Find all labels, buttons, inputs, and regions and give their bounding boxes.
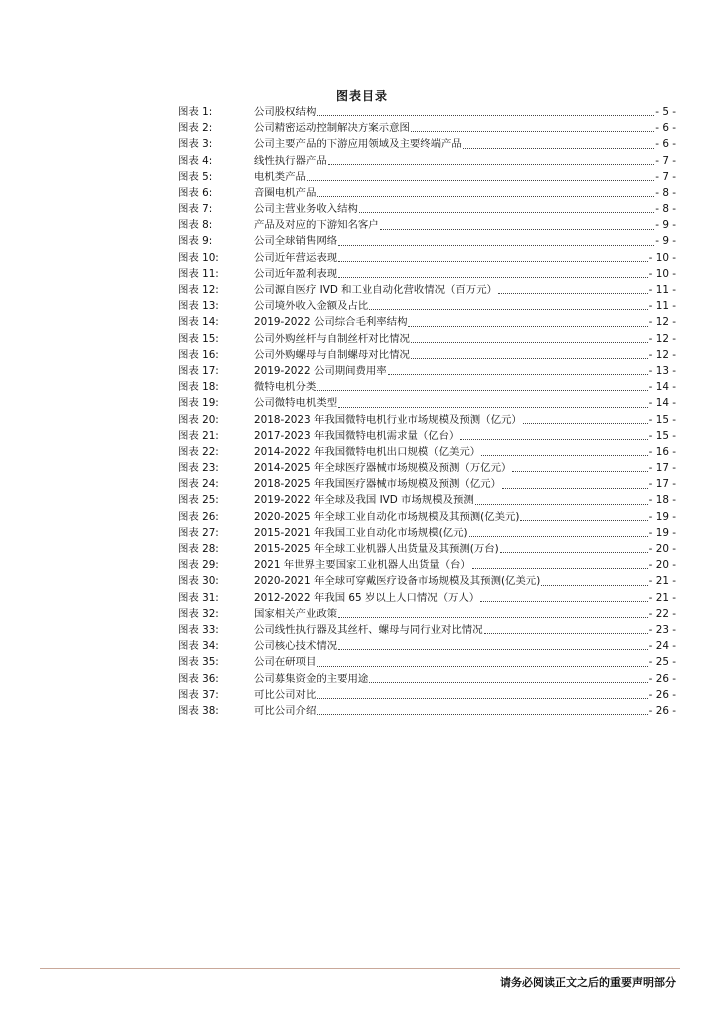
toc-entry-page: - 12 -	[648, 348, 676, 361]
toc-entry-page: - 9 -	[655, 235, 676, 248]
toc-dot-leader	[388, 374, 648, 375]
toc-dot-leader	[317, 698, 647, 699]
toc-entry-title: 公司全球销售网络	[254, 235, 338, 248]
toc-entry-page: - 26 -	[648, 704, 676, 717]
toc-entry-label: 图表 10:	[178, 251, 219, 264]
toc-entry-label: 图表 27:	[178, 526, 219, 539]
toc-entry[interactable]	[178, 282, 676, 298]
toc-entry-page: - 20 -	[648, 543, 676, 556]
toc-dot-leader	[369, 682, 647, 683]
toc-entry-page: - 23 -	[648, 623, 676, 636]
toc-entry[interactable]	[178, 638, 676, 654]
toc-dot-leader	[338, 261, 648, 262]
toc-entry-title: 2014-2025 年全球医疗器械市场规模及预测（万亿元）	[254, 462, 512, 475]
toc-dot-leader	[338, 649, 648, 650]
toc-dot-leader	[338, 245, 654, 246]
toc-entry[interactable]	[178, 460, 676, 476]
toc-entry-page: - 5 -	[655, 105, 676, 118]
toc-entry[interactable]	[178, 541, 676, 557]
toc-dot-leader	[480, 601, 647, 602]
toc-entry[interactable]	[178, 266, 676, 282]
toc-entry-title: 公司微特电机类型	[254, 397, 338, 410]
toc-entry-page: - 8 -	[655, 203, 676, 216]
toc-entry-title: 公司源自医疗 IVD 和工业自动化营收情况（百万元）	[254, 284, 497, 297]
toc-entry[interactable]	[178, 476, 676, 492]
toc-entry-label: 图表 26:	[178, 510, 219, 523]
toc-entry-page: - 20 -	[648, 559, 676, 572]
toc-entry-title: 音圈电机产品	[254, 186, 317, 199]
toc-entry-label: 图表 31:	[178, 591, 219, 604]
toc-dot-leader	[500, 552, 648, 553]
toc-dot-leader	[475, 504, 648, 505]
toc-entry-title: 公司募集资金的主要用途	[254, 672, 369, 685]
toc-dot-leader	[369, 309, 647, 310]
toc-entry[interactable]	[178, 250, 676, 266]
toc-entry-label: 图表 1:	[178, 105, 213, 118]
toc-entry-title: 公司近年营运表现	[254, 251, 338, 264]
toc-entry-page: - 7 -	[655, 170, 676, 183]
toc-entry[interactable]	[178, 606, 676, 622]
toc-entry-title: 2019-2022 公司期间费用率	[254, 364, 387, 377]
toc-entry-page: - 22 -	[648, 607, 676, 620]
toc-entry[interactable]	[178, 153, 676, 169]
toc-entry-label: 图表 36:	[178, 672, 219, 685]
toc-entry[interactable]	[178, 687, 676, 703]
toc-dot-leader	[338, 277, 648, 278]
toc-entry[interactable]	[178, 444, 676, 460]
toc-dot-leader	[307, 180, 654, 181]
toc-entry[interactable]	[178, 622, 676, 638]
toc-entry-page: - 16 -	[648, 445, 676, 458]
toc-entry-title: 2019-2022 年全球及我国 IVD 市场规模及预测	[254, 494, 474, 507]
toc-entry[interactable]	[178, 314, 676, 330]
toc-entry[interactable]	[178, 428, 676, 444]
toc-entry-title: 2017-2023 年我国微特电机需求量（亿台）	[254, 429, 460, 442]
toc-entry-page: - 12 -	[648, 316, 676, 329]
toc-entry[interactable]	[178, 703, 676, 719]
toc-dot-leader	[472, 568, 648, 569]
toc-entry-label: 图表 9:	[178, 235, 213, 248]
toc-entry[interactable]	[178, 525, 676, 541]
toc-dot-leader	[481, 455, 647, 456]
toc-entry-page: - 12 -	[648, 332, 676, 345]
toc-dot-leader	[512, 471, 647, 472]
toc-entry-page: - 7 -	[655, 154, 676, 167]
toc-entry-title: 2020-2025 年全球工业自动化市场规模及其预测(亿美元)	[254, 510, 520, 523]
toc-entry-label: 图表 34:	[178, 640, 219, 653]
toc-entry-title: 公司精密运动控制解决方案示意图	[254, 122, 410, 135]
toc-entry[interactable]	[178, 573, 676, 589]
toc-entry-label: 图表 22:	[178, 445, 219, 458]
toc-entry-label: 图表 38:	[178, 704, 219, 717]
toc-entry-title: 可比公司对比	[254, 688, 317, 701]
toc-dot-leader	[411, 131, 654, 132]
toc-entry-title: 2021 年世界主要国家工业机器人出货量（台）	[254, 559, 471, 572]
toc-entry-page: - 11 -	[648, 284, 676, 297]
toc-entry-page: - 9 -	[655, 219, 676, 232]
toc-dot-leader	[359, 212, 654, 213]
toc-dot-leader	[520, 520, 647, 521]
toc-entry[interactable]	[178, 654, 676, 670]
toc-entry-title: 2018-2023 年我国微特电机行业市场规模及预测（亿元）	[254, 413, 522, 426]
toc-entry-page: - 13 -	[648, 364, 676, 377]
toc-entry-label: 图表 20:	[178, 413, 219, 426]
toc-entry[interactable]	[178, 493, 676, 509]
toc-entry[interactable]	[178, 234, 676, 250]
toc-entry-label: 图表 24:	[178, 478, 219, 491]
toc-entry-title: 微特电机分类	[254, 381, 317, 394]
toc-entry-label: 图表 29:	[178, 559, 219, 572]
toc-entry-label: 图表 21:	[178, 429, 219, 442]
toc-entry-label: 图表 4:	[178, 154, 213, 167]
toc-dot-leader	[502, 488, 648, 489]
toc-dot-leader	[463, 148, 654, 149]
toc-entry-page: - 14 -	[648, 397, 676, 410]
toc-entry[interactable]	[178, 557, 676, 573]
toc-entry-page: - 15 -	[648, 413, 676, 426]
toc-dot-leader	[523, 423, 648, 424]
toc-entry-label: 图表 28:	[178, 543, 219, 556]
toc-entry[interactable]	[178, 298, 676, 314]
toc-entry-page: - 24 -	[648, 640, 676, 653]
toc-list	[178, 104, 676, 719]
toc-entry-label: 图表 18:	[178, 381, 219, 394]
footer-disclaimer: 请务必阅读正文之后的重要声明部分	[500, 976, 676, 989]
toc-entry-label: 图表 37:	[178, 688, 219, 701]
toc-dot-leader	[411, 342, 648, 343]
toc-entry-title: 2020-2021 年全球可穿戴医疗设备市场规模及其预测(亿美元)	[254, 575, 541, 588]
toc-entry[interactable]	[178, 169, 676, 185]
toc-entry-label: 图表 16:	[178, 348, 219, 361]
toc-entry-page: - 6 -	[655, 138, 676, 151]
toc-entry-label: 图表 14:	[178, 316, 219, 329]
toc-entry[interactable]	[178, 331, 676, 347]
toc-entry-title: 2014-2022 年我国微特电机出口规模（亿美元）	[254, 445, 481, 458]
toc-entry-label: 图表 8:	[178, 219, 213, 232]
toc-entry[interactable]	[178, 379, 676, 395]
toc-entry-page: - 10 -	[648, 251, 676, 264]
toc-entry-title: 公司在研项目	[254, 656, 317, 669]
toc-entry[interactable]	[178, 217, 676, 233]
toc-entry-title: 国家相关产业政策	[254, 607, 338, 620]
toc-entry[interactable]	[178, 201, 676, 217]
toc-entry-page: - 17 -	[648, 462, 676, 475]
toc-entry-label: 图表 15:	[178, 332, 219, 345]
toc-entry-label: 图表 3:	[178, 138, 213, 151]
toc-dot-leader	[338, 617, 648, 618]
toc-entry-title: 公司近年盈利表现	[254, 267, 338, 280]
toc-entry-title: 公司股权结构	[254, 105, 317, 118]
footer-divider	[40, 968, 680, 969]
toc-dot-leader	[317, 115, 654, 116]
toc-entry[interactable]	[178, 185, 676, 201]
toc-entry-label: 图表 2:	[178, 122, 213, 135]
toc-entry-label: 图表 25:	[178, 494, 219, 507]
toc-entry-title: 公司线性执行器及其丝杆、螺母与同行业对比情况	[254, 623, 483, 636]
toc-entry-title: 公司境外收入金额及占比	[254, 300, 369, 313]
toc-entry-label: 图表 12:	[178, 284, 219, 297]
toc-entry-title: 2015-2025 年全球工业机器人出货量及其预测(万台)	[254, 543, 499, 556]
toc-entry[interactable]	[178, 120, 676, 136]
toc-entry-page: - 15 -	[648, 429, 676, 442]
toc-entry[interactable]	[178, 136, 676, 152]
toc-entry-page: - 25 -	[648, 656, 676, 669]
toc-entry-title: 公司外购螺母与自制螺母对比情况	[254, 348, 410, 361]
toc-entry[interactable]	[178, 412, 676, 428]
toc-dot-leader	[408, 326, 647, 327]
toc-entry-title: 公司主营业务收入结构	[254, 203, 358, 216]
toc-entry-page: - 10 -	[648, 267, 676, 280]
toc-dot-leader	[317, 196, 654, 197]
toc-entry-page: - 17 -	[648, 478, 676, 491]
toc-entry-label: 图表 5:	[178, 170, 213, 183]
toc-dot-leader	[411, 358, 648, 359]
toc-entry-title: 公司外购丝杆与自制丝杆对比情况	[254, 332, 410, 345]
toc-entry-title: 2019-2022 公司综合毛利率结构	[254, 316, 408, 329]
toc-entry[interactable]	[178, 509, 676, 525]
toc-dot-leader	[460, 439, 647, 440]
toc-entry-label: 图表 17:	[178, 364, 219, 377]
toc-entry-label: 图表 6:	[178, 186, 213, 199]
toc-entry-label: 图表 19:	[178, 397, 219, 410]
toc-entry-label: 图表 13:	[178, 300, 219, 313]
toc-entry[interactable]	[178, 395, 676, 411]
toc-entry-label: 图表 33:	[178, 623, 219, 636]
toc-entry-title: 线性执行器产品	[254, 154, 327, 167]
toc-entry-label: 图表 30:	[178, 575, 219, 588]
toc-entry-title: 2018-2025 年我国医疗器械市场规模及预测（亿元）	[254, 478, 501, 491]
toc-entry-label: 图表 7:	[178, 203, 213, 216]
toc-dot-leader	[338, 407, 648, 408]
toc-dot-leader	[541, 585, 647, 586]
toc-entry-page: - 18 -	[648, 494, 676, 507]
toc-entry-title: 可比公司介绍	[254, 704, 317, 717]
toc-dot-leader	[317, 714, 647, 715]
toc-entry-label: 图表 35:	[178, 656, 219, 669]
toc-entry-page: - 14 -	[648, 381, 676, 394]
toc-dot-leader	[328, 164, 655, 165]
toc-entry-label: 图表 32:	[178, 607, 219, 620]
toc-entry-label: 图表 11:	[178, 267, 219, 280]
toc-entry[interactable]	[178, 671, 676, 687]
toc-title: 图表目录	[335, 89, 388, 103]
toc-entry[interactable]	[178, 363, 676, 379]
toc-dot-leader	[484, 633, 648, 634]
toc-entry-page: - 19 -	[648, 526, 676, 539]
toc-entry[interactable]	[178, 347, 676, 363]
toc-entry-page: - 26 -	[648, 672, 676, 685]
toc-entry-title: 电机类产品	[254, 170, 306, 183]
toc-entry-page: - 19 -	[648, 510, 676, 523]
toc-entry-page: - 11 -	[648, 300, 676, 313]
toc-entry-page: - 21 -	[648, 591, 676, 604]
toc-entry[interactable]	[178, 590, 676, 606]
toc-entry-label: 图表 23:	[178, 462, 219, 475]
toc-dot-leader	[317, 666, 647, 667]
toc-dot-leader	[469, 536, 648, 537]
toc-dot-leader	[317, 390, 647, 391]
toc-entry-title: 2012-2022 年我国 65 岁以上人口情况（万人）	[254, 591, 480, 604]
toc-entry-title: 公司核心技术情况	[254, 640, 338, 653]
toc-entry[interactable]	[178, 104, 676, 120]
toc-entry-title: 公司主要产品的下游应用领域及主要终端产品	[254, 138, 462, 151]
toc-dot-leader	[380, 229, 655, 230]
toc-entry-title: 2015-2021 年我国工业自动化市场规模(亿元)	[254, 526, 468, 539]
toc-entry-page: - 6 -	[655, 122, 676, 135]
toc-dot-leader	[498, 293, 648, 294]
toc-entry-title: 产品及对应的下游知名客户	[254, 219, 379, 232]
toc-entry-page: - 21 -	[648, 575, 676, 588]
toc-entry-page: - 8 -	[655, 186, 676, 199]
toc-entry-page: - 26 -	[648, 688, 676, 701]
